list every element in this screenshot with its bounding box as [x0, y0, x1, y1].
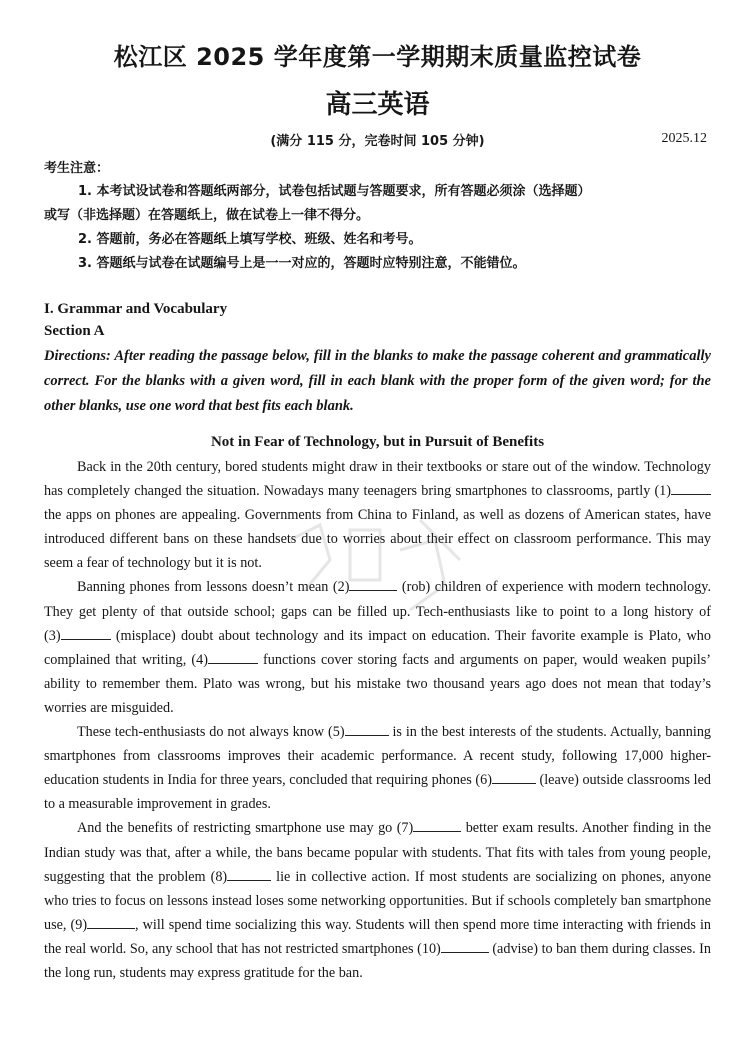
notice-item-1: 1. 本考试设试卷和答题纸两部分，试卷包括试题与答题要求，所有答题必须涂（选择题）: [78, 184, 591, 199]
passage-paragraph-4: And the benefits of restricting smartphone use may go (7) better exam results. Another finding in the Indian study was that, after a while, the bans became popular with students. That fits with tales from young people, suggesting that the problem (8) lie in collective action. If most students are socializing on phones, anyone who tries to focus on lessons instead loses some networking opportunities. But if schools completely ban smartphone use, (9) , will spend time socializing this way. Students will then spend more time interacting with friends in the real world. So, any school that has not restricted smartphones (10) (advise) to ban them during classes. In the long run, students may express gratitude for the ban.: [44, 816, 711, 985]
passage-paragraph-2: Banning phones from lessons doesn’t mean (2) (rob) children of experience with modern technology. They get plenty of that outside school; gaps can be filled up. Tech-enthusiasts like to point to a long history of (3) (misplace) doubt about technology and its impact on education. Their favorite example is Plato, who complained that writing, (4) functions cover storing facts and arguments on paper, would weaken pupils’ ability to remember them. Plato was wrong, but his mistake two thousand years ago does not mean that today’s worries are misguided.: [44, 575, 711, 720]
blank-8[interactable]: (8): [211, 869, 272, 885]
passage-paragraph-3: These tech-enthusiasts do not always know (5) is in the best interests of the students. Actually, banning smartphones from classrooms improves their academic performance. A recent study, following 17,000 higher-education students in India for three years, concluded that requiring phones (6) (leave) outside classrooms led to a measurable improvement in grades.: [44, 720, 711, 816]
exam-title: 松江区 2025 学年度第一学期期末质量监控试卷: [113, 43, 642, 71]
section-heading: Section A: [44, 323, 105, 339]
exam-meta-row: [44, 130, 711, 152]
blank-3[interactable]: (3): [44, 628, 111, 644]
blank-6[interactable]: (6): [475, 772, 536, 788]
blank-5[interactable]: (5): [328, 724, 389, 740]
blank-2[interactable]: (2): [333, 579, 398, 595]
directions-text: After reading the passage below, fill in the blanks to make the passage coherent and grammatically correct. For the blanks with a given word, fill in each blank with the proper form of the given word; for the other blanks, use one word that best fits each blank.: [44, 348, 711, 414]
notice-item-3: 3. 答题纸与试卷在试题编号上是一一对应的，答题时应特别注意，不能错位。: [78, 256, 526, 271]
blank-1[interactable]: (1): [654, 483, 711, 499]
blank-10[interactable]: (10): [417, 941, 489, 957]
notice-block: [44, 158, 711, 276]
exam-subtitle: 高三英语: [325, 90, 430, 120]
score-info: (满分 115 分，完卷时间 105 分钟): [270, 134, 485, 149]
notice-item-2: 2. 答题前，务必在答题纸上填写学校、班级、姓名和考号。: [78, 232, 422, 247]
blank-4[interactable]: (4): [191, 652, 258, 668]
directions-label: Directions:: [44, 348, 111, 364]
exam-date: 2025.12: [661, 131, 707, 146]
blank-7[interactable]: (7): [397, 820, 462, 836]
part-heading: I. Grammar and Vocabulary: [44, 301, 228, 317]
notice-heading: 考生注意：: [44, 161, 110, 176]
passage-paragraph-1: Back in the 20th century, bored students might draw in their textbooks or stare out of the window. Technology has completely changed the situation. Nowadays many teenagers bring smartphones to classrooms, partly (1) the apps on phones are appealing. Governments from China to Finland, as well as dozens of American states, have introduced different bans on these handsets due to worries about their effect on classroom performance. This may seem a fear of technology but it is not.: [44, 459, 711, 572]
directions: [44, 344, 711, 419]
passage-title: Not in Fear of Technology, but in Pursuit of Benefits: [210, 434, 545, 450]
blank-9[interactable]: (9): [71, 917, 136, 933]
notice-item-1-continued: 或写（非选择题）在答题纸上，做在试卷上一律不得分。: [44, 208, 370, 223]
